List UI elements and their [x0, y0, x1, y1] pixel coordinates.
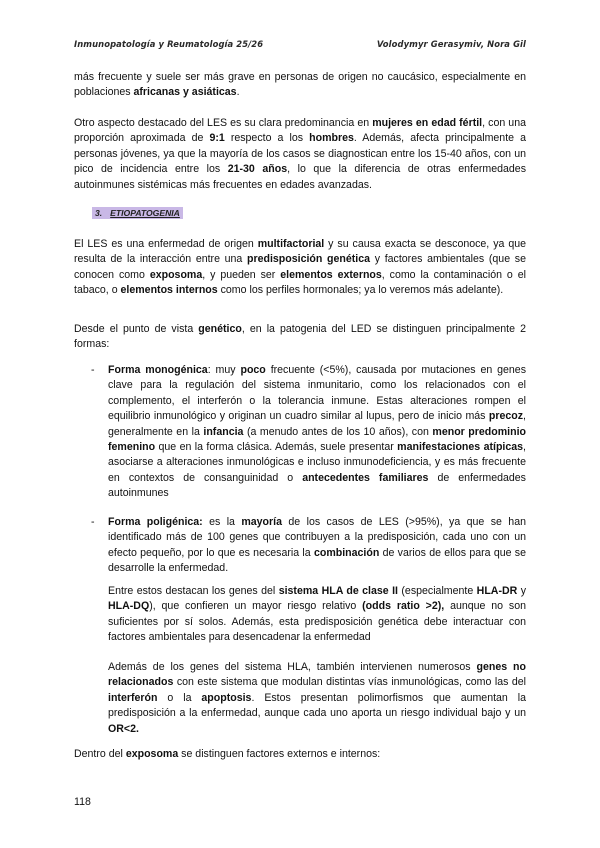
- page-number: 118: [74, 796, 91, 808]
- paragraph-sex-age: Otro aspecto destacado del LES es su clara predominancia en mujeres en edad fértil, con una proporción aproximada de 9:1 respecto a los hombres. Además, afecta principalmente a personas jóvenes, ya que la mayoría de los casos se diagnostican entre los 15-40 años, con un pico de incidencia entre los 21-30 años, lo que la diferencia de otras enfermedades autoinmunes sistémicas más frecuentes en edades avanzadas.: [74, 117, 526, 191]
- list-item-monogenic: Forma monogénica: muy poco frecuente (<5%), causada por mutaciones en genes clave para la regulación del sistema inmunitario, como los relacionados con el complemento, el interferón o la tolerancia inmune. Estas alteraciones rompen el equilibrio inmunológico y originan un cuadro similar al lupus, pero de inicio más precoz, generalmente en la infancia (a menudo antes de los 10 años), con menor predominio femenino que en la forma clásica. Además, suele presentar manifestaciones atípicas, asociarse a alteraciones inmunológicas e incluso inmunodeficiencia, y es más frecuente en contextos de consanguinidad o antecedentes familiares de enfermedades autoinmunes: [108, 364, 526, 500]
- bullet-marker-monogenic: -: [91, 364, 95, 376]
- list-item-polygenic: Forma poligénica: es la mayoría de los casos de LES (>95%), ya que se han identificado más de 100 genes que contribuyen a la predisposición, cada uno con un efecto pequeño, por lo que es necesaria la combinación de varios de ellos para que se desarrolle la enfermedad.: [108, 516, 526, 575]
- paragraph-non-hla-genes: Además de los genes del sistema HLA, también intervienen numerosos genes no relacionados con este sistema que modulan distintas vías inmunológicas, como las del interferón o la apoptosis. Estos presentan polimorfismos que aumentan la predisposición a la enfermedad, aunque cada uno aporta un riesgo individual bajo y un OR<2.: [108, 661, 526, 735]
- header-course-title: Inmunopatología y Reumatología 25/26: [74, 39, 264, 49]
- paragraph-hla-genes: Entre estos destacan los genes del sistema HLA de clase II (especialmente HLA-DR y HLA-DQ), que confieren un mayor riesgo relativo (odds ratio >2), aunque no son suficientes por sí solos. Además, esta predisposición genética debe interactuar con factores ambientales para desencadenar la enfermedad: [108, 585, 527, 644]
- paragraph-exposome: Dentro del exposoma se distinguen factores externos e internos:: [74, 748, 381, 760]
- paragraph-genetic: Desde el punto de vista genético, en la patogenia del LED se distinguen principalmente 2 formas:: [74, 323, 526, 351]
- header-authors: Volodymyr Gerasymiv, Nora Gil: [376, 39, 526, 49]
- paragraph-prevalence: más frecuente y suele ser más grave en personas de origen no caucásico, especialmente en poblaciones africanas y asiáticas.: [74, 71, 526, 99]
- section-heading: [92, 207, 183, 219]
- section-number: 3.: [95, 208, 103, 218]
- section-title: ETIOPATOGENIA: [110, 208, 180, 218]
- bullet-marker-polygenic: -: [91, 516, 95, 528]
- paragraph-multifactorial: El LES es una enfermedad de origen multifactorial y su causa exacta se desconoce, ya que resulta de la interacción entre una predisposición genética y factores ambientales (que se conocen como exposoma, y pueden ser elementos externos, como la contaminación o el tabaco, o elementos internos como los perfiles hormonales; ya lo veremos más adelante).: [74, 238, 527, 297]
